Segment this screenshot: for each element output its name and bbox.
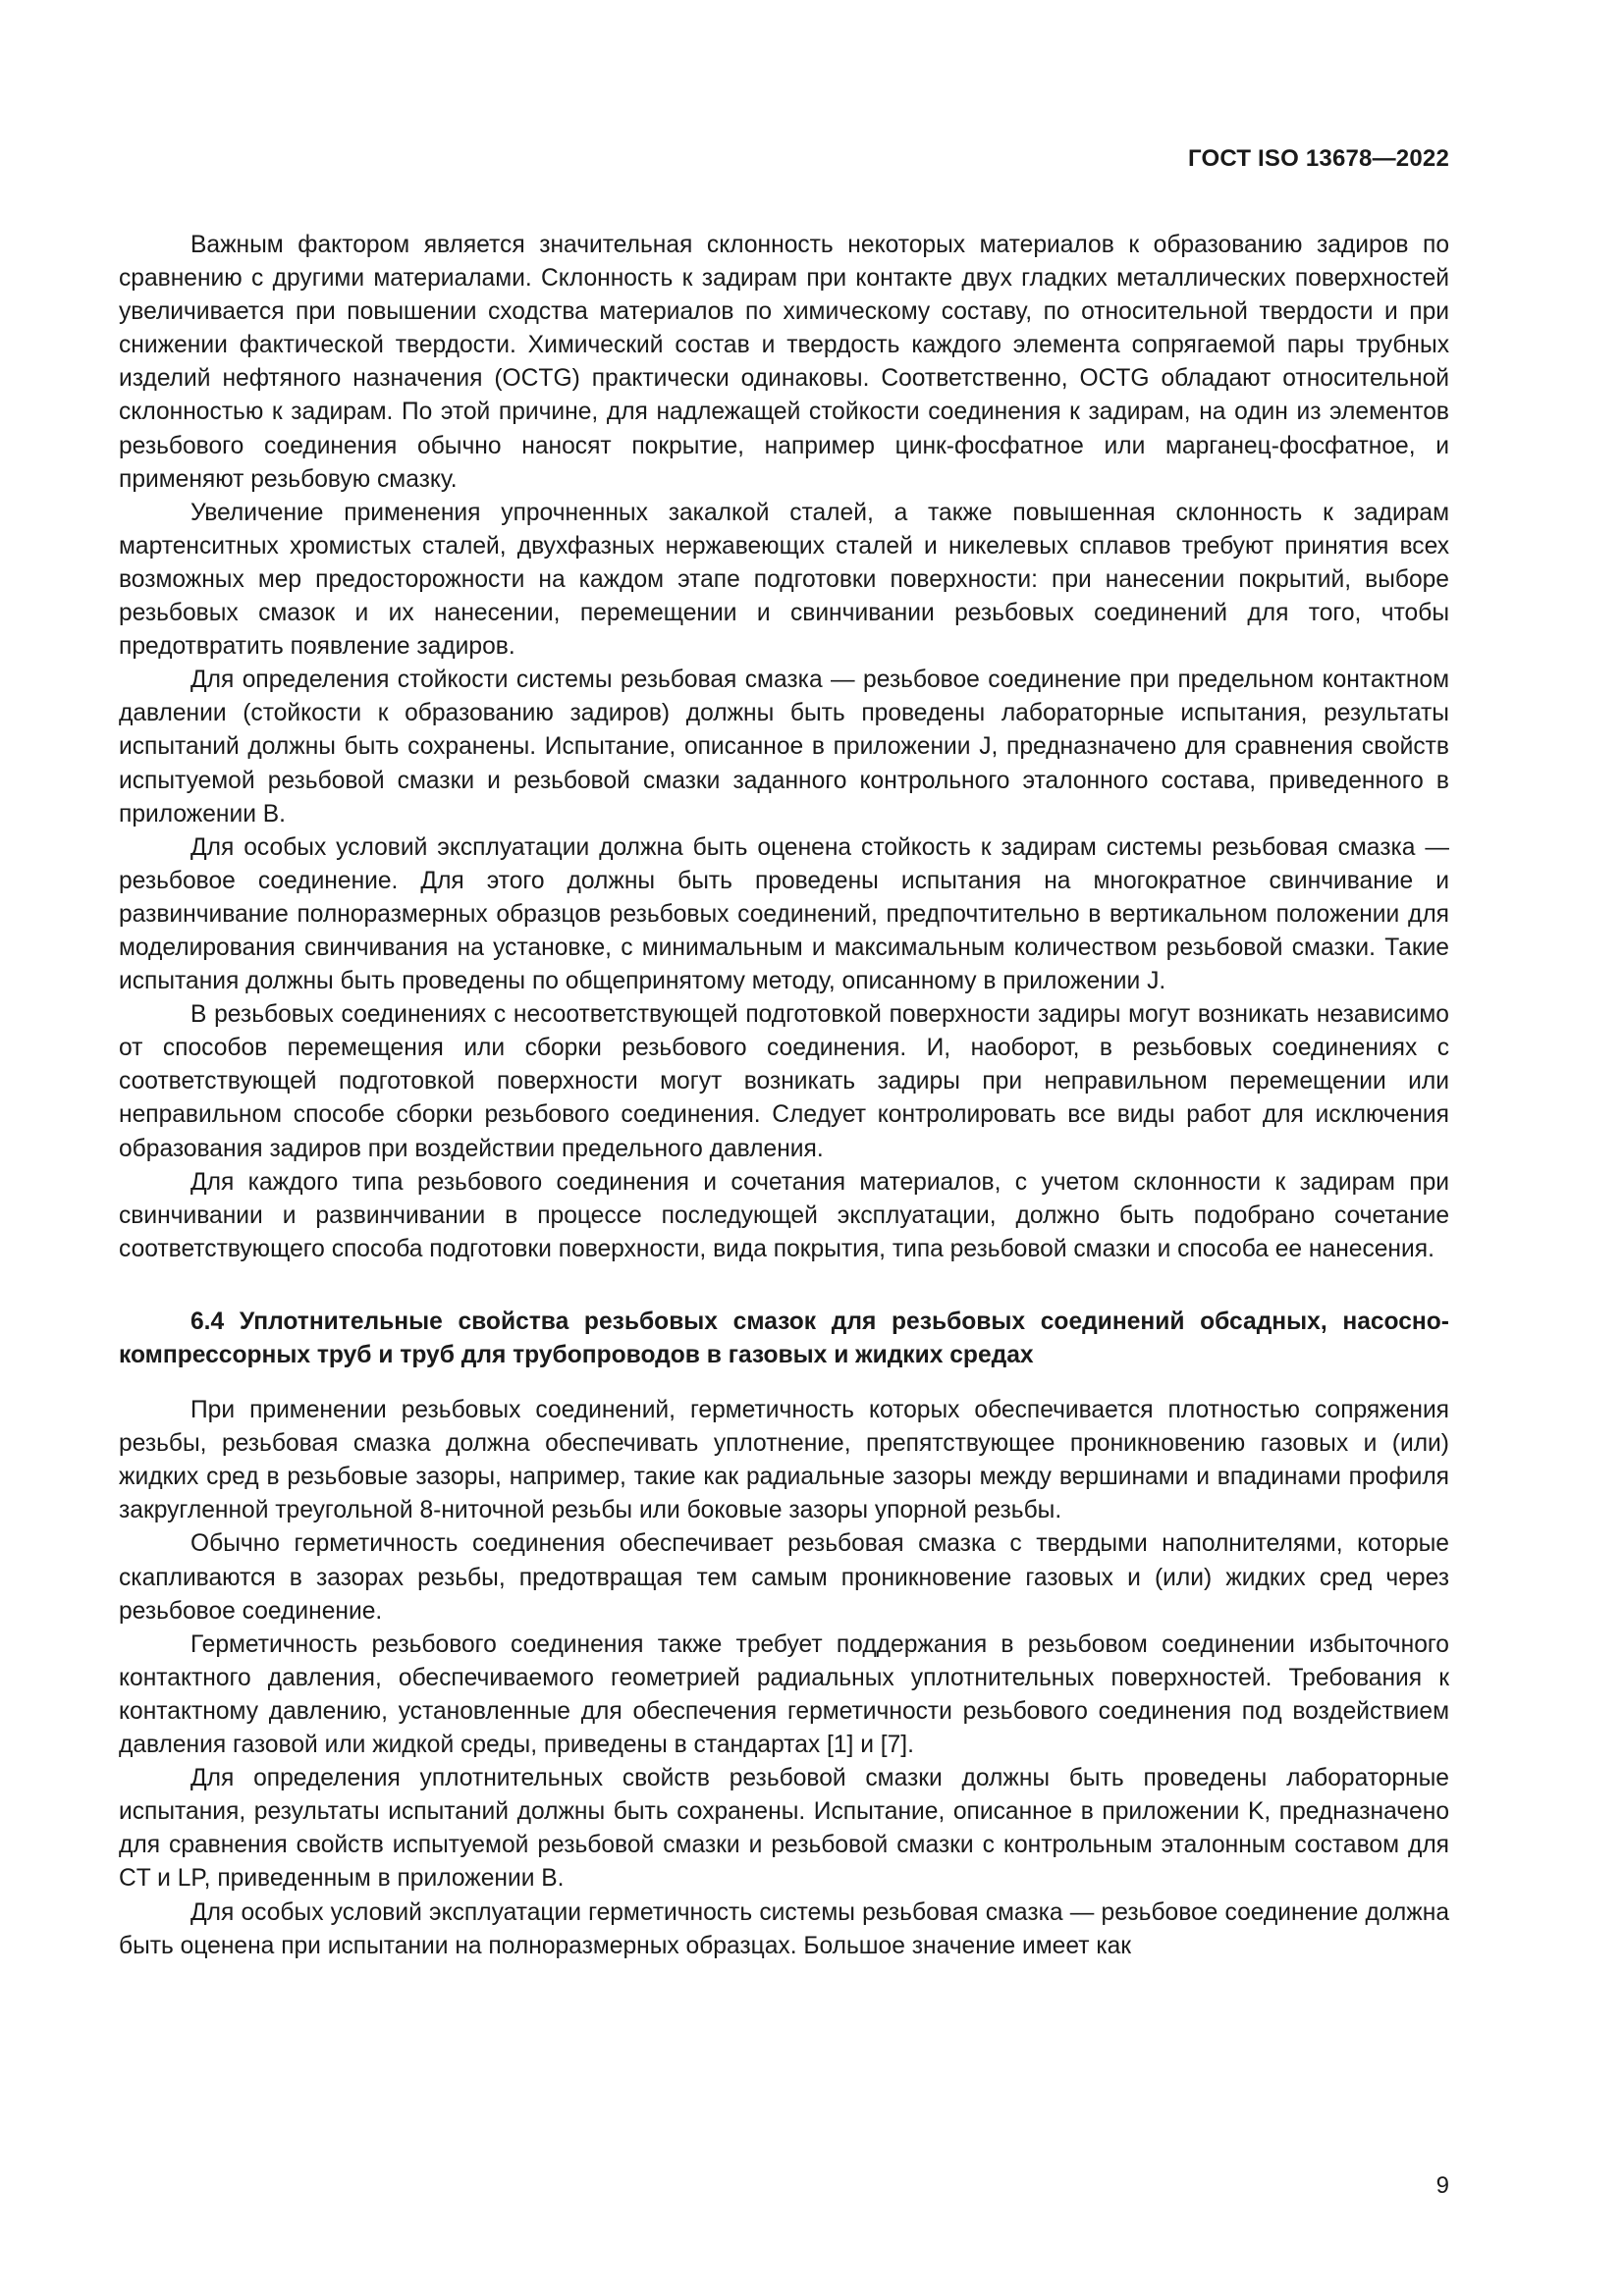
paragraph: Увеличение применения упрочненных закалкой сталей, а также повышенная склонность к задирам мартенситных хромистых сталей, двухфазных нержавеющих сталей и никелевых сплавов требуют принятия всех возможных мер предосторожности на каждом этапе подготовки поверхности: при нанесении покрытий, выборе резьбовых смазок и их нанесении, перемещении и свинчивании резьбовых соединений для того, чтобы предотвратить появление задиров. <box>119 499 1449 661</box>
paragraph: Важным фактором является значительная склонность некоторых материалов к образованию задиров по сравнению с другими материалами. Склонность к задирам при контакте двух гладких металлических поверхностей увеличивается при повышении сходства материалов по химическому составу, по относительной твердости и при снижении фактической твердости. Химический состав и твердость каждого элемента сопрягаемой пары трубных изделий нефтяного назначения (OCTG) практически одинаковы. Соответственно, OCTG обладают относительной склонностью к задирам. По этой причине, для надлежащей стойкости соединения к задирам, на один из элементов резьбового соединения обычно наносят покрытие, например цинк-фосфатное или марганец-фосфатное, и применяют резьбовую смазку. <box>119 232 1449 493</box>
paragraph: Для особых условий эксплуатации должна быть оценена стойкость к задирам системы резьбовая смазка — резьбовое соединение. Для этого должны быть проведены испытания на многократное свинчивание и развинчивание полноразмерных образцов резьбовых соединений, предпочтительно в вертикальном положении для моделирования свинчивания на установке, с минимальным и максимальным количеством резьбовой смазки. Такие испытания должны быть проведены по общепринятому методу, описанному в приложении J. <box>119 833 1449 995</box>
paragraph: Для определения уплотнительных свойств резьбовой смазки должны быть проведены лабораторные испытания, результаты испытаний должны быть сохранены. Испытание, описанное в приложении K, предназначено для сравнения свойств испытуемой резьбовой смазки и резьбовой смазки с контрольным эталонным составом для CT и LP, приведенным в приложении В. <box>119 1765 1449 1893</box>
paragraph: Обычно герметичность соединения обеспечивает резьбовая смазка с твердыми наполнителями, которые скапливаются в зазорах резьбы, предотвращая тем самым проникновение газовых и (или) жидких сред через резьбовое соединение. <box>119 1530 1449 1625</box>
paragraph: В резьбовых соединениях с несоответствующей подготовкой поверхности задиры могут возникать независимо от способов перемещения или сборки резьбового соединения. И, наоборот, в резьбовых соединениях с соответствующей подготовкой поверхности могут возникать задиры при неправильном перемещении или неправильном способе сборки резьбового соединения. Следует контролировать все виды работ для исключения образования задиров при воздействии предельного давления. <box>119 1001 1449 1162</box>
standard-header: ГОСТ ISO 13678—2022 <box>1188 145 1449 172</box>
paragraph: Для особых условий эксплуатации герметичность системы резьбовая смазка — резьбовое соединение должна быть оценена при испытании на полноразмерных образцах. Большое значение имеет как <box>119 1898 1449 1959</box>
section-heading: 6.4 Уплотнительные свойства резьбовых смазок для резьбовых соединений обсадных, насосно-компрессорных труб и труб для трубопроводов в газовых и жидких средах <box>119 1308 1449 1368</box>
paragraph: Герметичность резьбового соединения также требует поддержания в резьбовом соединении избыточного контактного давления, обеспечиваемого геометрией радиальных уплотнительных поверхностей. Требования к контактному давлению, установленные для обеспечения герметичности резьбового соединения под воздействием давления газовой или жидкой среды, приведены в стандартах [1] и [7]. <box>119 1630 1449 1759</box>
paragraph: Для каждого типа резьбового соединения и сочетания материалов, с учетом склонности к задирам при свинчивании и развинчивании в процессе последующей эксплуатации, должно быть подобрано сочетание соответствующего способа подготовки поверхности, вида покрытия, типа резьбовой смазки и способа ее нанесения. <box>119 1168 1449 1262</box>
paragraph: Для определения стойкости системы резьбовая смазка — резьбовое соединение при предельном контактном давлении (стойкости к образованию задиров) должны быть проведены лабораторные испытания, результаты испытаний должны быть сохранены. Испытание, описанное в приложении J, предназначено для сравнения свойств испытуемой резьбовой смазки и резьбовой смазки заданного контрольного эталонного состава, приведенного в приложении В. <box>119 667 1449 828</box>
document-body <box>119 229 1449 1963</box>
paragraph: При применении резьбовых соединений, герметичность которых обеспечивается плотностью сопряжения резьбы, резьбовая смазка должна обеспечивать уплотнение, препятствующее проникновению газовых и (или) жидких сред в резьбовые зазоры, например, такие как радиальные зазоры между вершинами и впадинами профиля закругленной треугольной 8-ниточной резьбы или боковые зазоры упорной резьбы. <box>119 1397 1449 1524</box>
page-number: 9 <box>1435 2172 1449 2199</box>
